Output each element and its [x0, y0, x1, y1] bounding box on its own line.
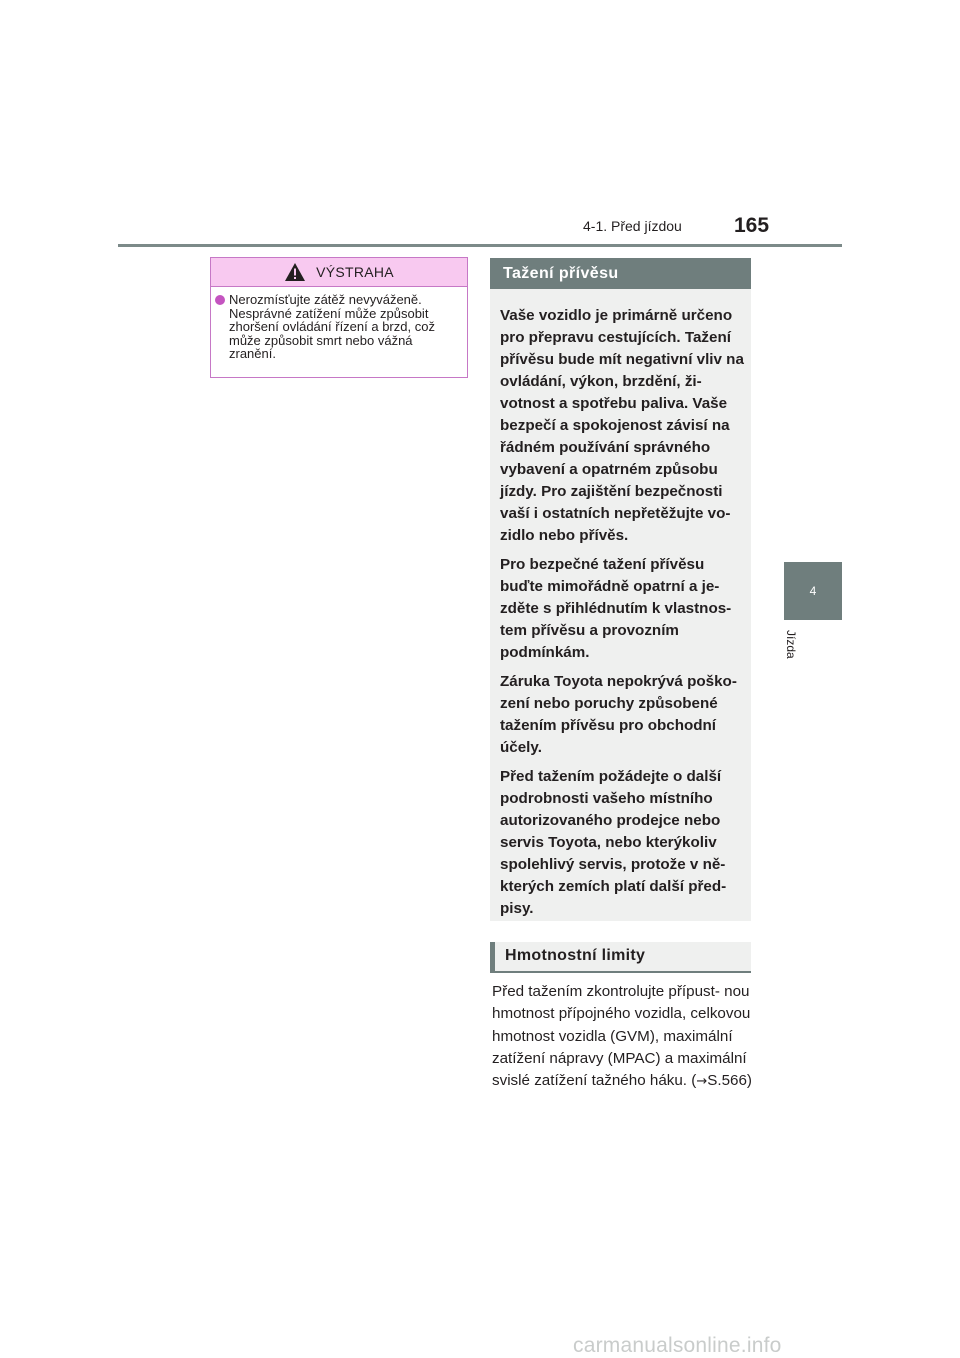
chapter-label-container	[782, 630, 804, 670]
chapter-number: 4	[809, 584, 817, 598]
towing-paragraph: Pro bezpečné tažení přívěsu buďte mimořádně opatrní a je- zděte s přihlédnutím k vlastnos- tem přívěsu a provozním podmínkám.	[500, 556, 732, 661]
page-number: 165	[734, 214, 770, 237]
section-header: 4-1. Před jízdou	[583, 218, 682, 234]
towing-paragraph: Před tažením požádejte o další podrobnosti vašeho místního autorizovaného prodejce nebo servis Toyota, nebo kterýkoliv spolehlivý servis, protože v ně- kterých zemích platí další před- pisy.	[500, 768, 727, 917]
towing-paragraph: Záruka Toyota nepokrývá poško- zení nebo poruchy způsobené tažením přívěsu pro obchodní účely.	[500, 673, 737, 756]
towing-text	[500, 305, 745, 927]
watermark: carmanualsonline.info	[573, 1334, 782, 1357]
limits-body: Před tažením zkontrolujte přípust- nou hmotnost přípojného vozidla, celkovou hmotnost vozidla (GVM), maximální zatížení nápravy (MPAC) a maximální svislé zatížení tažného háku. (	[492, 983, 751, 1090]
limits-heading: Hmotnostní limity	[490, 942, 751, 973]
warning-header	[211, 258, 467, 287]
page-reference-link[interactable]: S.566)	[707, 1072, 752, 1090]
warning-triangle-icon	[284, 262, 306, 282]
warning-title: VÝSTRAHA	[316, 264, 394, 280]
arrow-icon: →	[696, 1074, 708, 1090]
warning-body	[211, 287, 467, 361]
chapter-tab	[784, 562, 842, 620]
towing-paragraph: Vaše vozidlo je primárně určeno pro přepravu cestujících. Tažení přívěsu bude mít negativní vliv na ovládání, výkon, brzdění, ži- votnost a spotřebu paliva. Vaše bezpečí a spokojenost závisí na řádném používání správného vybavení a opatrném způsobu jízdy. Pro zajištění bezpečnosti vaší i ostatních nepřetěžujte vo- zidlo nebo přívěs.	[500, 307, 744, 544]
warning-text: Nerozmísťujte zátěž nevyváženě. Nesprávné zatížení může způsobit zhoršení ovládání řízení a brzd, což může způsobit smrt nebo vážná zranění.	[229, 292, 435, 361]
chapter-label: Jízda	[784, 630, 798, 659]
header-rule	[118, 244, 842, 247]
warning-box	[210, 257, 468, 378]
towing-heading: Tažení přívěsu	[490, 258, 751, 289]
limits-text	[492, 981, 752, 1093]
bullet-icon	[215, 295, 225, 305]
